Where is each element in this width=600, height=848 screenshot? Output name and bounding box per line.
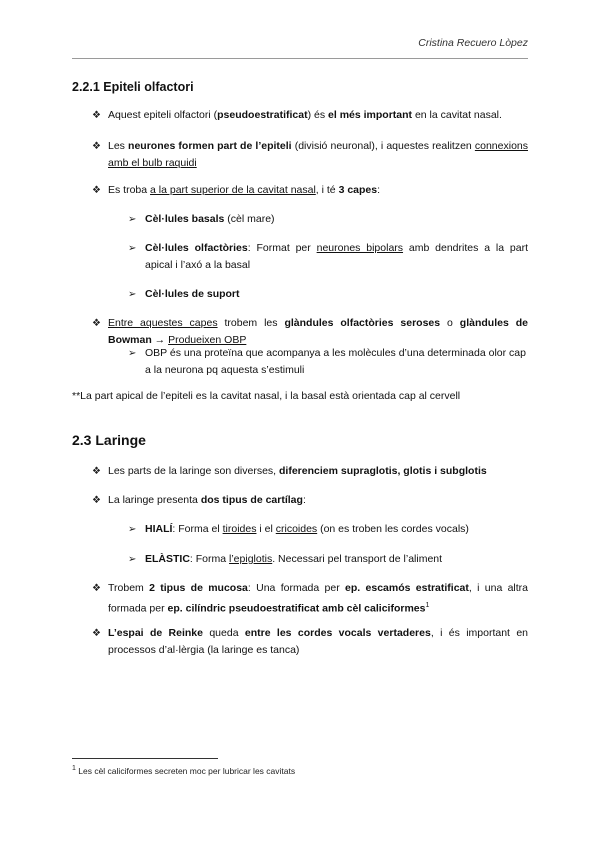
sub-bullet-paragraph: ELÀSTIC: Forma l’epiglotis. Necessari pel transport de l’aliment: [145, 553, 443, 565]
heading-epiteli-olfactori: 2.2.1 Epiteli olfactori: [72, 80, 194, 94]
arrow-icon: ➢: [128, 289, 137, 300]
sub-bullet-paragraph: Cèl·lules basals (cèl mare): [145, 213, 275, 225]
header-rule: [72, 58, 528, 59]
arrow-icon: ➢: [128, 554, 137, 565]
bullet-icon: ❖: [92, 628, 101, 639]
arrow-icon: ➢: [128, 348, 137, 359]
sub-bullet-paragraph: Cèl·lules de suport: [145, 288, 240, 300]
bullet-icon: ❖: [92, 185, 101, 196]
sub-bullet-paragraph: OBP és una proteïna que acompanya a les molècules d’una determinada olor cap a la neurona pq aquesta s’estimuli: [145, 347, 526, 376]
bullet-paragraph: Entre aquestes capes trobem les glàndules olfactòries seroses o glàndules de Bowman → Produeixen OBP: [108, 317, 528, 346]
footnote-reference: 1: [425, 602, 430, 609]
footnote-mark: 1: [72, 765, 76, 772]
arrow-icon: ➢: [128, 214, 137, 225]
bullet-paragraph: Trobem 2 tipus de mucosa: Una formada per ep. escamós estratificat, i una altra formada per ep. cilíndric pseudoestratificat amb cèl caliciformes$^1$: [108, 582, 529, 615]
header-author: Cristina Recuero Lòpez: [418, 37, 528, 49]
bullet-paragraph: Les parts de la laringe son diverses, diferenciem supraglotis, glotis i subglotis: [108, 465, 487, 477]
bullet-icon: ❖: [92, 141, 101, 152]
bullet-paragraph: Aquest epiteli olfactori (pseudoestratificat) és el més important en la cavitat nasal.: [108, 109, 502, 121]
footnote-text: Les cèl caliciformes secreten moc per lubricar les cavitats: [75, 765, 296, 776]
bullet-icon: ❖: [92, 110, 101, 121]
arrow-icon: ➢: [128, 243, 137, 254]
bullet-icon: ❖: [92, 318, 101, 329]
footnote: [72, 765, 295, 776]
bullet-paragraph: La laringe presenta dos tipus de cartílag:: [108, 494, 306, 506]
bullet-paragraph: Les neurones formen part de l’epiteli (divisió neuronal), i aquestes realitzen connexions amb el bulb raquidi: [108, 140, 528, 169]
bullet-icon: ❖: [92, 466, 101, 477]
sub-bullet-paragraph: HIALÍ: Forma el tiroides i el cricoides (on es troben les cordes vocals): [145, 523, 469, 535]
bullet-paragraph: L’espai de Reinke queda entre les cordes vocals vertaderes, i és important en processos d’al·lèrgia (la laringe es tanca): [108, 627, 528, 656]
footnote-rule: [72, 758, 218, 759]
bullet-paragraph: Es troba a la part superior de la cavitat nasal, i té 3 capes:: [108, 184, 381, 196]
note-paragraph: **La part apical de l’epiteli es la cavitat nasal, i la basal està orientada cap al cervell: [72, 390, 461, 402]
heading-laringe: 2.3 Laringe: [72, 432, 146, 448]
arrow-icon: ➢: [128, 524, 137, 535]
bullet-icon: ❖: [92, 583, 101, 594]
bullet-icon: ❖: [92, 495, 101, 506]
sub-bullet-paragraph: Cèl·lules olfactòries: Format per neurones bipolars amb dendrites a la part apical i l’axó a la basal: [145, 242, 528, 271]
